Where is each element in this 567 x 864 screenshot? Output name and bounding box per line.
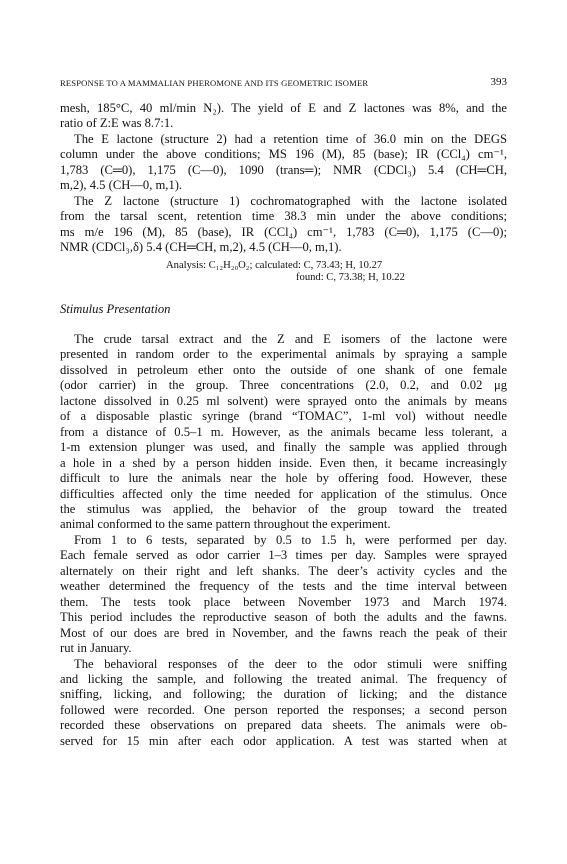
text-line: rut in January.	[60, 641, 132, 656]
analysis-calculated: Analysis: C₁₂H₂₀O₂; calculated: C, 73.43; H, 10.27	[166, 259, 383, 271]
text-line: column under the above conditions; MS 196 (M), 85 (base); IR (CCl₄) cm⁻¹,	[60, 147, 507, 162]
text-line: recorded these observations on prepared data sheets. The animals were ob-	[60, 718, 507, 733]
page-body	[60, 101, 507, 749]
paragraph	[60, 194, 507, 256]
text-line: followed were recorded. One person reported the responses; a second person	[60, 702, 507, 717]
text-line: The behavioral responses of the deer to the odor stimuli were sniffing	[74, 656, 507, 671]
text-line: and licking the sample, and following the treated animal. The frequency of	[60, 671, 507, 686]
text-line: The E lactone (structure 2) had a retention time of 36.0 min on the DEGS	[74, 131, 507, 146]
text-line: presented in random order to the experimental animals by spraying a sample	[60, 347, 507, 362]
text-line: The crude tarsal extract and the Z and E isomers of the lactone were	[74, 331, 507, 346]
text-line: weather determined the frequency of the tests and the time interval between	[60, 579, 507, 594]
analysis-found: found: C, 73.38; H, 10.22	[296, 272, 405, 284]
text-line: Most of our does are bred in November, and the fawns reach the peak of their	[60, 625, 507, 640]
text-line: difficult to lure the animals near the hole by offering food. However, these	[60, 471, 507, 486]
text-line: the stimulus was applied, the behavior of the group toward the treated	[60, 501, 507, 516]
page-number: 393	[490, 76, 507, 88]
text-line: served for 15 min after each odor application. A test was started when at	[60, 733, 507, 748]
page-header	[60, 78, 507, 90]
elemental-analysis	[60, 260, 507, 285]
text-line: NMR (CDCl₃,δ) 5.4 (CH═CH, m,2), 4.5 (CH—0, m,1).	[60, 240, 342, 255]
paragraph	[60, 101, 507, 132]
text-line: animal conformed to the same pattern throughout the experiment.	[60, 517, 391, 532]
section-heading: Stimulus Presentation	[60, 301, 171, 316]
text-line: of a disposable plastic syringe (brand “TOMAC”, 1-ml vol) without needle	[60, 409, 507, 424]
text-line: The Z lactone (structure 1) cochromatographed with the lactone isolated	[74, 193, 507, 208]
paragraph	[60, 533, 507, 657]
text-line: lactone dissolved in 0.25 ml solvent) were sprayed onto the animals by means	[60, 393, 507, 408]
text-line: m,2), 4.5 (CH—0, m,1).	[60, 178, 183, 193]
paragraph	[60, 132, 507, 194]
text-line: (odor carrier) in the group. Three concentrations (2.0, 0.2, and 0.02 μg	[60, 378, 507, 393]
text-line: from the tarsal scent, retention time 38.3 min under the above conditions;	[60, 209, 507, 224]
text-line: ms m/e 196 (M), 85 (base), IR (CCl₄) cm⁻¹, 1,783 (C═0), 1,175 (C—0);	[60, 224, 507, 239]
text-line: alternately on their right and left shanks. The deer’s activity cycles and the	[60, 563, 507, 578]
text-line: sniffing, licking, and following; the duration of licking; and the distance	[60, 687, 507, 702]
text-line: dissolved in petroleum ether onto the outside of one shank of one female	[60, 362, 507, 377]
text-line: 1-m extension plunger was used, and finally the sample was applied through	[60, 440, 507, 455]
text-line: From 1 to 6 tests, separated by 0.5 to 1.5 h, were performed per day.	[74, 532, 507, 547]
text-line: 1,783 (C═0), 1,175 (C—0), 1090 (trans═); NMR (CDCl₃) 5.4 (CH═CH,	[60, 162, 507, 177]
text-line: them. The tests took place between November 1973 and March 1974.	[60, 594, 507, 609]
text-line: difficulties affected only the time needed for application of the stimulus. Once	[60, 486, 507, 501]
text-line: Each female served as odor carrier 1–3 times per day. Samples were sprayed	[60, 548, 507, 563]
text-line: This period includes the reproductive season of both the adults and the fawns.	[60, 610, 507, 625]
text-line: mesh, 185°C, 40 ml/min N₂). The yield of E and Z lactones was 8%, and the	[60, 101, 507, 115]
text-line: from a distance of 0.5–1 m. However, as the animals became less tolerant, a	[60, 424, 507, 439]
text-line: ratio of Z:E was 8.7:1.	[60, 116, 174, 131]
text-line: a hole in a shed by a person hidden inside. Even then, it became increasingly	[60, 455, 507, 470]
paragraph	[60, 657, 507, 750]
paragraph	[60, 332, 507, 533]
running-head: RESPONSE TO A MAMMALIAN PHEROMONE AND ITS GEOMETRIC ISOMER	[60, 78, 369, 88]
